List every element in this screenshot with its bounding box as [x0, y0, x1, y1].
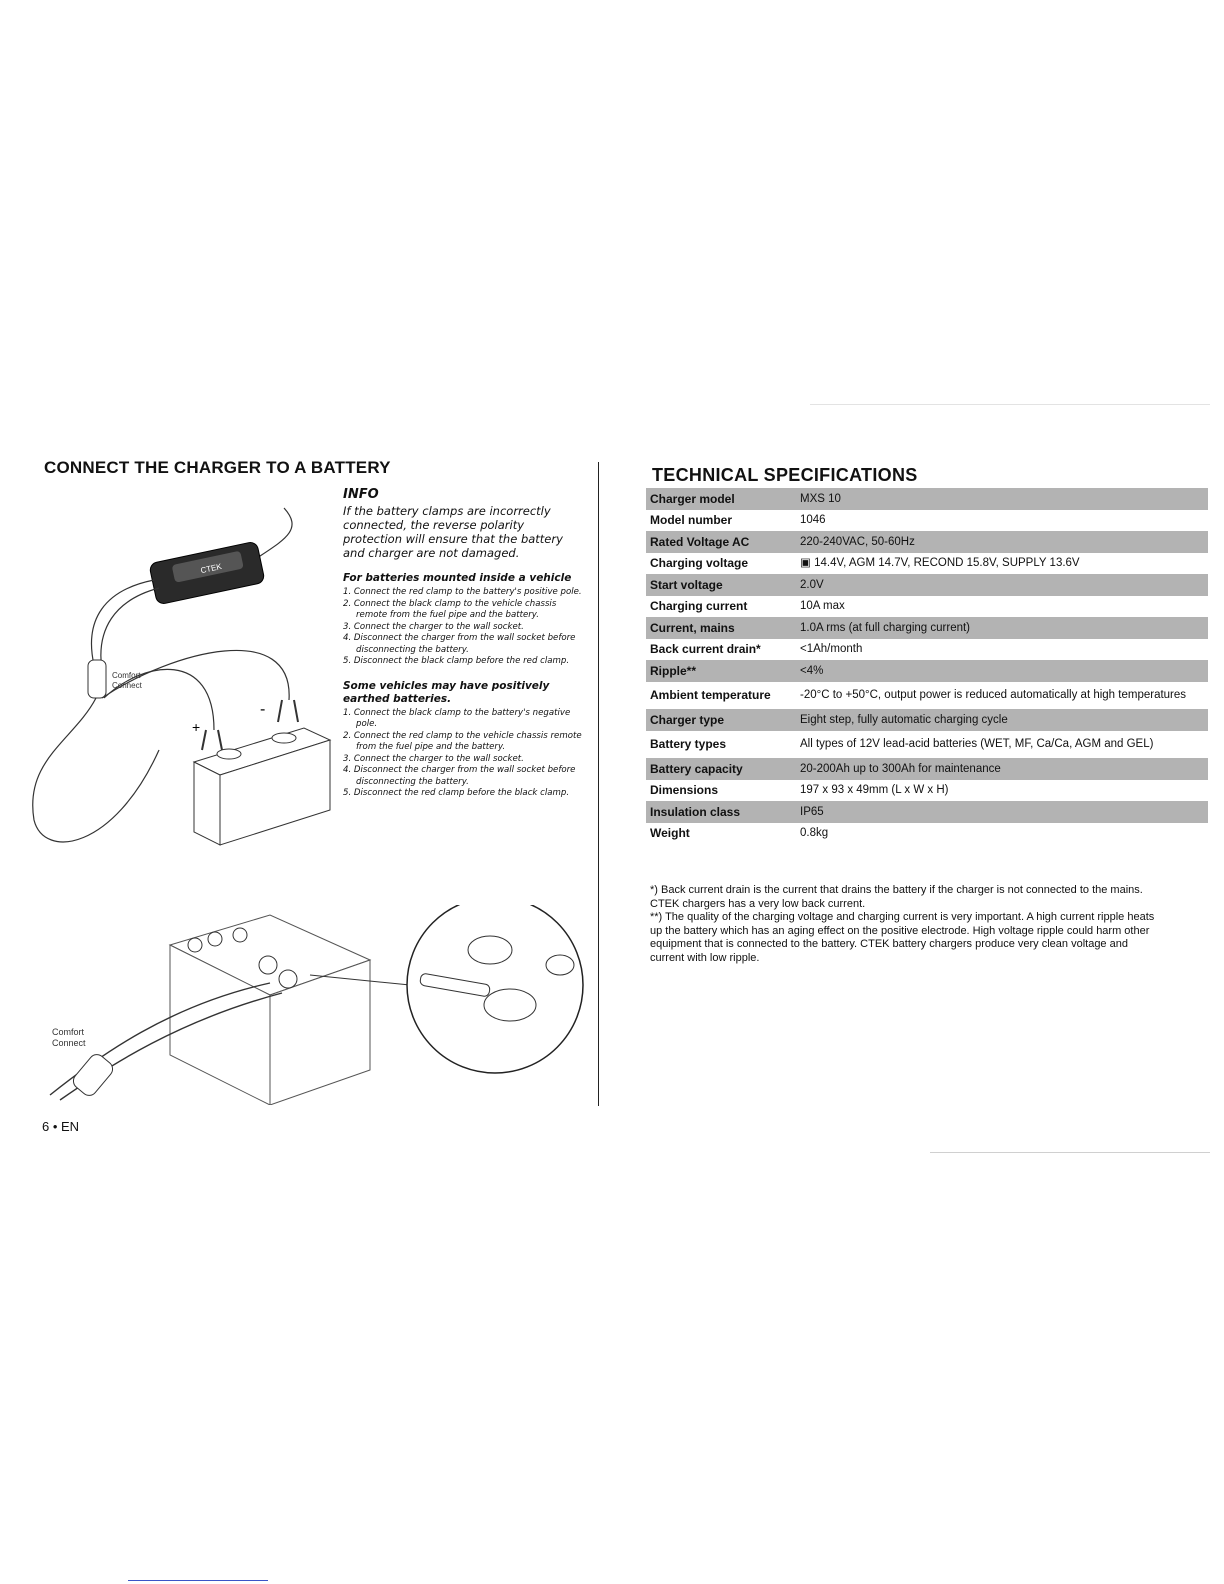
spec-row — [646, 801, 1208, 823]
page-number: 6 • EN — [42, 1119, 80, 1134]
spec-row — [646, 488, 1208, 510]
scan-edge-line — [810, 404, 1210, 405]
page-divider — [598, 462, 599, 1106]
steps-positive-earth — [343, 708, 583, 800]
spec-value: Eight step, fully automatic charging cycle — [800, 713, 1008, 726]
step-item: 5. Disconnect the black clamp before the red clamp. — [343, 656, 570, 666]
spec-value: 220-240VAC, 50-60Hz — [800, 535, 915, 548]
right-page-title: TECHNICAL SPECIFICATIONS — [652, 465, 918, 485]
spec-value — [792, 556, 1208, 570]
plus-sign: + — [192, 719, 201, 735]
spec-label: Charging current — [650, 599, 748, 614]
step-item: 2. Connect the red clamp to the vehicle chassis remote from the fuel pipe and the battery. — [343, 730, 582, 752]
spec-label: Ambient temperature — [650, 688, 771, 703]
steps-vehicle — [343, 587, 583, 668]
battery-perspective — [170, 915, 370, 1105]
spec-value: <1Ah/month — [800, 643, 863, 656]
step-item: 3. Connect the charger to the wall socket. — [343, 753, 524, 764]
minus-sign: - — [260, 701, 266, 718]
spec-label: Rated Voltage AC — [650, 534, 750, 549]
spec-value: 1046 — [800, 514, 826, 527]
spec-value: <4% — [800, 664, 824, 677]
charger-unit — [149, 541, 265, 605]
spec-row — [646, 574, 1208, 596]
info-text: If the battery clamps are incorrectly connected, the reverse polarity protection will ensure that the battery and charger are not damaged. — [343, 504, 563, 560]
step-item: 3. Connect the charger to the wall socket. — [343, 621, 524, 632]
spec-row — [646, 639, 1208, 661]
spec-value: 2.0V — [800, 578, 824, 591]
spec-label: Ripple** — [650, 663, 697, 678]
spec-row — [646, 553, 1208, 575]
spec-row — [646, 596, 1208, 618]
scan-edge-line — [930, 1152, 1210, 1153]
spec-label: Charger type — [650, 712, 725, 727]
spec-label: Charging voltage — [650, 556, 749, 571]
step-item: 4. Disconnect the charger from the wall socket before disconnecting the battery. — [343, 765, 576, 787]
zoom-detail-circle — [407, 905, 583, 1073]
spec-value: IP65 — [800, 805, 824, 818]
spec-label: Current, mains — [650, 620, 735, 635]
comfort-label-line2: Connect — [112, 681, 142, 690]
spec-row — [646, 510, 1208, 532]
footnote-ripple: **) The quality of the charging voltage and charging current is very important. A high current ripple heats up the battery which has an aging effect on the positive electrode. High voltage ripple could harm other equipment that is connected to the battery. CTEK battery chargers produce very clean voltage and current with low ripple. — [650, 911, 1155, 964]
charger-brand-label: CTEK — [199, 561, 223, 576]
step-item: 1. Connect the black clamp to the battery's negative pole. — [343, 707, 571, 729]
spec-value: 1.0A rms (at full charging current) — [800, 621, 971, 634]
spec-label: Back current drain* — [650, 642, 761, 657]
spec-value: 20-200Ah up to 300Ah for maintenance — [800, 762, 1001, 775]
car-icon: ▣ — [800, 557, 811, 570]
spec-row — [646, 731, 1208, 759]
spec-table — [646, 488, 1208, 844]
spec-label: Model number — [650, 513, 733, 528]
footnotes — [650, 884, 1160, 965]
step-item: 2. Connect the black clamp to the vehicle chassis remote from the fuel pipe and the battery. — [343, 598, 557, 620]
spec-label: Battery capacity — [650, 761, 743, 776]
footnote-back-current: *) Back current drain is the current that drains the battery if the charger is not connected to the mains. CTEK chargers has a very low back current. — [650, 884, 1143, 910]
spec-value: 0.8kg — [800, 827, 829, 840]
step-item: 5. Disconnect the red clamp before the black clamp. — [343, 788, 570, 798]
info-heading: INFO — [343, 487, 379, 502]
spec-value: 10A max — [800, 600, 845, 613]
spec-label: Battery types — [650, 737, 727, 752]
comfort-label-line1: Comfort — [112, 671, 141, 680]
spec-label: Insulation class — [650, 804, 741, 819]
step-item: 1. Connect the red clamp to the battery's positive pole. — [343, 587, 582, 597]
spec-row — [646, 709, 1208, 731]
section-heading-vehicle: For batteries mounted inside a vehicle — [343, 572, 572, 584]
spec-row — [646, 780, 1208, 802]
instructions-column — [343, 487, 583, 812]
spec-label: Dimensions — [650, 783, 719, 798]
spec-value: 197 x 93 x 49mm (L x W x H) — [800, 784, 949, 797]
spec-label: Start voltage — [650, 577, 723, 592]
left-page-title: CONNECT THE CHARGER TO A BATTERY — [44, 458, 391, 477]
charging-voltage-text: 14.4V, AGM 14.7V, RECOND 15.8V, SUPPLY 13.6V — [814, 557, 1080, 570]
spec-row — [646, 758, 1208, 780]
spec-label: Charger model — [650, 491, 735, 506]
section-heading-positive-earth: Some vehicles may have positively earthed batteries. — [343, 679, 550, 705]
battery-drawing — [194, 728, 330, 845]
charger-battery-illustration — [14, 500, 344, 880]
spec-row — [646, 682, 1208, 710]
spec-row — [646, 660, 1208, 682]
spec-value: MXS 10 — [800, 492, 841, 505]
spec-value: -20°C to +50°C, output power is reduced automatically at high temperatures — [800, 689, 1187, 702]
spec-row — [646, 531, 1208, 553]
comfort-label-line1: Comfort — [52, 1027, 85, 1037]
link-underline — [128, 1580, 268, 1581]
comfort-connect-illustration — [20, 905, 590, 1105]
spec-value: All types of 12V lead-acid batteries (WET, MF, Ca/Ca, AGM and GEL) — [800, 738, 1154, 751]
comfort-label-line2: Connect — [52, 1038, 86, 1048]
spec-row — [646, 823, 1208, 845]
spec-row — [646, 617, 1208, 639]
step-item: 4. Disconnect the charger from the wall socket before disconnecting the battery. — [343, 633, 576, 655]
spec-label: Weight — [650, 826, 690, 841]
